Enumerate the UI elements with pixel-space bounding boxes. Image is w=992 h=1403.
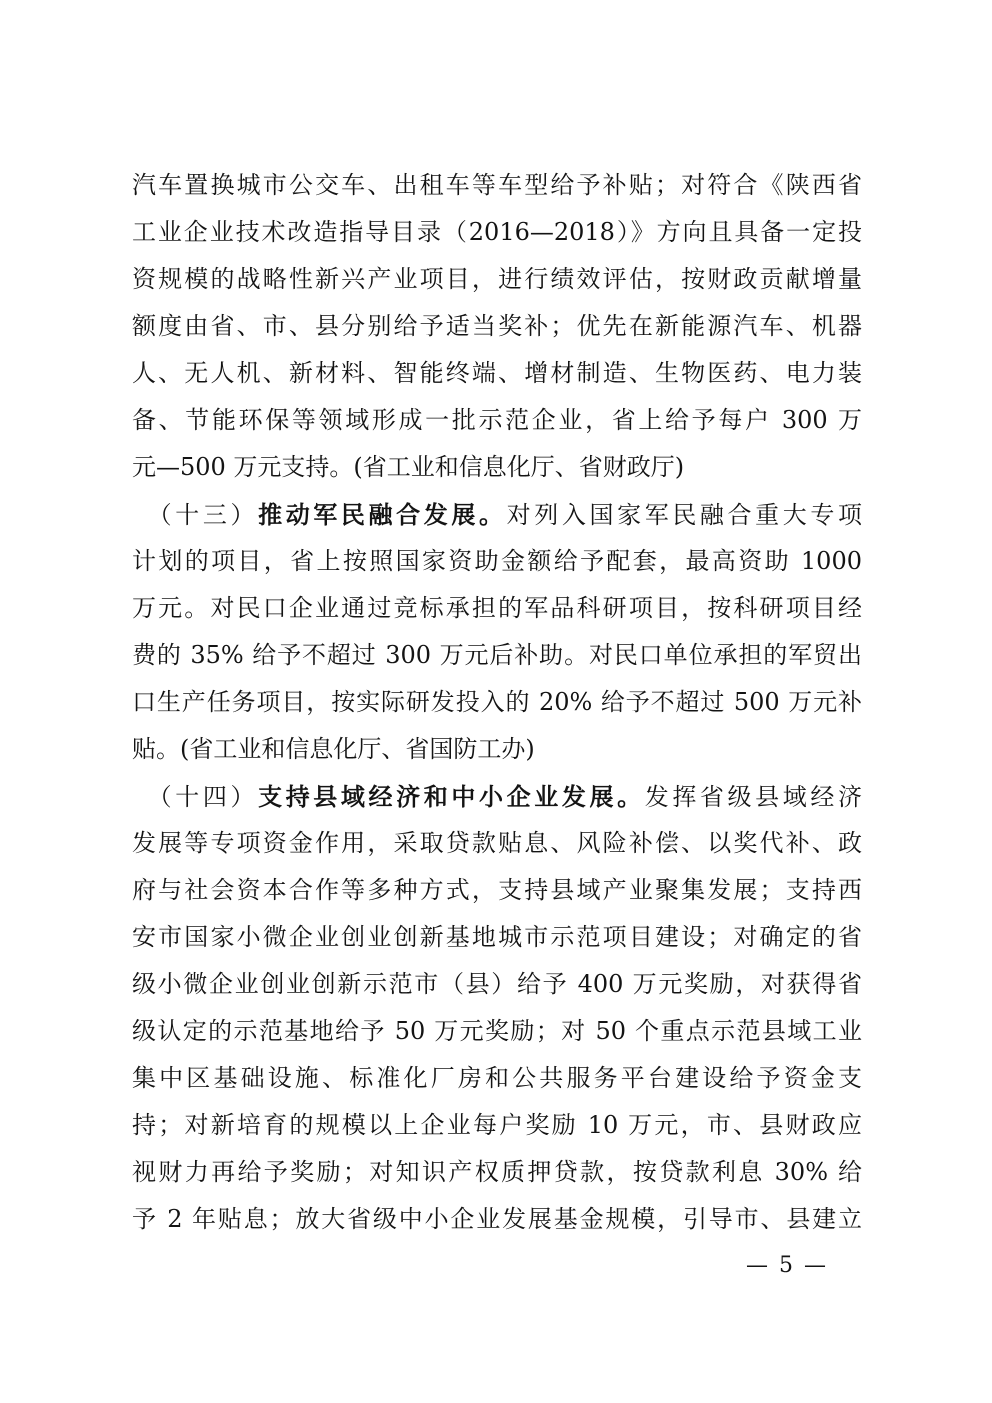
- text-segment: 级小微企业创业创新示范市（县）给予 400 万元奖励，对获得省: [132, 970, 862, 998]
- text-segment: 汽车置换城市公交车、出租车等车型给予补贴；对符合《陕西省: [132, 171, 862, 199]
- text-line: [132, 1149, 862, 1196]
- text-line: [132, 350, 862, 397]
- text-line: [132, 209, 862, 256]
- text-segment: 级认定的示范基地给予 50 万元奖励；对 50 个重点示范县域工业: [132, 1017, 862, 1045]
- text-line: [132, 162, 862, 209]
- text-segment: 持；对新培育的规模以上企业每户奖励 10 万元，市、县财政应: [132, 1111, 862, 1139]
- text-segment: 发挥省级县域经济: [644, 783, 863, 811]
- text-segment: 府与社会资本合作等多种方式，支持县域产业聚集发展；支持西: [132, 876, 862, 904]
- section-heading: 推动军民融合发展。: [258, 500, 507, 529]
- text-segment: 元—500 万元支持。(省工业和信息化厅、省财政厅): [132, 453, 685, 481]
- page-number: — 5 —: [746, 1253, 828, 1278]
- text-segment: 安市国家小微企业创业创新基地城市示范项目建设；对确定的省: [132, 923, 862, 951]
- text-line: [132, 585, 862, 632]
- text-segment: 对列入国家军民融合重大专项: [506, 501, 863, 529]
- text-segment: 备、节能环保等领域形成一批示范企业，省上给予每户 300 万: [132, 406, 862, 434]
- text-segment: 予 2 年贴息；放大省级中小企业发展基金规模，引导市、县建立: [132, 1205, 862, 1233]
- text-segment: 贴。(省工业和信息化厅、省国防工办): [132, 735, 535, 763]
- text-segment: 工业企业技术改造指导目录（2016—2018）》方向且具备一定投: [132, 218, 862, 246]
- text-line: [132, 538, 862, 585]
- text-segment: 视财力再给予奖励；对知识产权质押贷款，按贷款利息 30% 给: [132, 1158, 862, 1186]
- text-segment: 人、无人机、新材料、智能终端、增材制造、生物医药、电力装: [132, 359, 862, 387]
- text-segment: （十四）: [132, 783, 259, 811]
- text-line: [132, 444, 862, 491]
- text-line: [132, 303, 862, 350]
- text-line: [132, 491, 862, 538]
- text-segment: 额度由省、市、县分别给予适当奖补；优先在新能源汽车、机器: [132, 312, 862, 340]
- text-line: [132, 1196, 862, 1243]
- section-heading: 支持县域经济和中小企业发展。: [258, 782, 645, 811]
- text-segment: 计划的项目，省上按照国家资助金额给予配套，最高资助 1000: [132, 547, 862, 575]
- text-line: [132, 256, 862, 303]
- text-line: [132, 820, 862, 867]
- text-segment: 万元。对民口企业通过竞标承担的军品科研项目，按科研项目经: [132, 594, 862, 622]
- text-segment: 资规模的战略性新兴产业项目，进行绩效评估，按财政贡献增量: [132, 265, 862, 293]
- text-line: [132, 914, 862, 961]
- text-line: [132, 1008, 862, 1055]
- text-segment: 发展等专项资金作用，采取贷款贴息、风险补偿、以奖代补、政: [132, 829, 862, 857]
- text-line: [132, 961, 862, 1008]
- text-segment: 费的 35% 给予不超过 300 万元后补助。对民口单位承担的军贸出: [132, 641, 862, 669]
- text-segment: 集中区基础设施、标准化厂房和公共服务平台建设给予资金支: [132, 1064, 862, 1092]
- text-line: [132, 1055, 862, 1102]
- text-line: [132, 726, 862, 773]
- text-line: [132, 397, 862, 444]
- text-line: [132, 773, 862, 820]
- text-line: [132, 1102, 862, 1149]
- text-line: [132, 632, 862, 679]
- text-segment: 口生产任务项目，按实际研发投入的 20% 给予不超过 500 万元补: [132, 688, 862, 716]
- text-segment: （十三）: [132, 501, 259, 529]
- body-text: [132, 162, 862, 1243]
- text-line: [132, 867, 862, 914]
- text-line: [132, 679, 862, 726]
